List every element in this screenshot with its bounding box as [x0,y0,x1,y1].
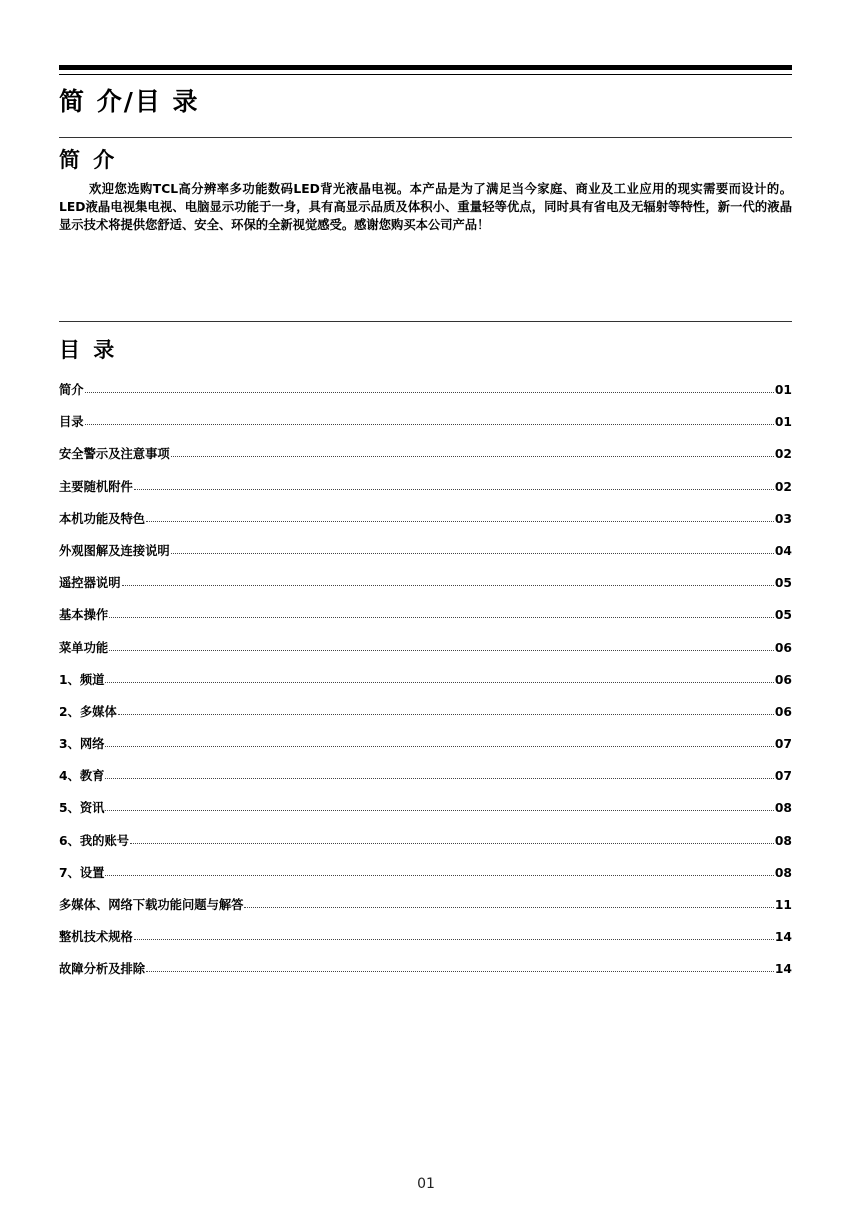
toc-entry-label: 1、频道 [59,672,105,687]
top-rule-thick [59,65,792,70]
toc-entry[interactable] [59,412,792,444]
toc-entry-label: 故障分析及排除 [59,962,146,977]
toc-entry[interactable] [59,702,792,734]
toc-leader [130,842,774,844]
toc-entry[interactable] [59,444,792,476]
toc-entry[interactable] [59,959,792,991]
toc-entry-page: 02 [774,447,792,462]
toc-entry[interactable] [59,477,792,509]
toc-entry-label: 5、资讯 [59,801,105,816]
toc-entry[interactable] [59,734,792,766]
toc-leader [109,616,774,618]
toc-entry-page: 02 [774,479,792,494]
toc-entry[interactable] [59,670,792,702]
toc-entry-page: 08 [774,865,792,880]
toc-entry-page: 06 [774,672,792,687]
top-rule-thin [59,74,792,75]
toc-entry-label: 2、多媒体 [59,704,117,719]
toc-entry-page: 07 [774,769,792,784]
intro-heading: 简 介 [59,148,118,172]
toc-entry-label: 主要随机附件 [59,479,133,494]
toc-leader [244,906,773,908]
toc-entry-page: 08 [774,801,792,816]
toc-leader [85,391,774,393]
toc-leader [122,584,774,586]
toc-leader [146,970,774,972]
toc-leader [105,874,773,876]
toc-entry-label: 遥控器说明 [59,576,121,591]
toc-entry-page: 04 [774,543,792,558]
toc-entry-label: 外观图解及连接说明 [59,543,170,558]
toc-entry[interactable] [59,927,792,959]
toc-entry[interactable] [59,798,792,830]
toc-heading: 目 录 [59,338,118,362]
toc-leader [105,745,773,747]
toc-entry-label: 多媒体、网络下载功能问题与解答 [59,898,244,912]
toc-leader [85,423,774,425]
toc-entry-label: 目录 [59,415,84,430]
toc-entry[interactable] [59,541,792,573]
toc-leader [146,520,774,522]
toc-entry-page: 06 [774,704,792,719]
toc-entry[interactable] [59,863,792,895]
toc-leader [109,649,774,651]
toc-entry-page: 14 [774,962,792,977]
intro-divider [59,137,792,138]
toc-entry-page: 05 [774,608,792,623]
toc-entry[interactable] [59,831,792,863]
toc-leader [105,809,773,811]
toc-entry-label: 简介 [59,383,84,397]
toc-leader [171,455,774,457]
toc-entry-page: 14 [774,930,792,945]
toc-entry-label: 3、网络 [59,737,105,752]
toc-entry-label: 4、教育 [59,769,105,784]
toc-entry-page: 05 [774,576,792,591]
toc-entry-label: 整机技术规格 [59,930,133,945]
toc-entry[interactable] [59,509,792,541]
toc-leader [171,552,774,554]
toc-entry-page: 01 [774,415,792,430]
toc-entry-page: 07 [774,737,792,752]
page-number: 01 [417,1176,435,1192]
toc-entry[interactable] [59,605,792,637]
toc-entry[interactable] [59,380,792,412]
toc-entry-page: 03 [774,511,792,526]
toc-entry-page: 06 [774,640,792,655]
toc-leader [105,681,773,683]
toc-entry[interactable] [59,766,792,798]
toc-entry-label: 本机功能及特色 [59,511,146,526]
toc-entry-page: 01 [774,383,792,397]
toc-entry-page: 11 [774,898,792,912]
toc-entry[interactable] [59,573,792,605]
toc-leader [118,713,774,715]
intro-paragraph: 欢迎您选购TCL高分辨率多功能数码LED背光液晶电视。本产品是为了满足当今家庭、商业及工业应用的现实需要而设计的。LED液晶电视集电视、电脑显示功能于一身，具有高显示品质及体积小、重量轻等优点，同时具有省电及无辐射等特性，新一代的液晶显示技术将提供您舒适、安全、环保的全新视觉感受。感谢您购买本公司产品！ [59,182,792,232]
toc-entry-label: 6、我的账号 [59,833,130,848]
toc-entry-label: 菜单功能 [59,640,109,655]
toc-leader [134,488,774,490]
toc-entry[interactable] [59,638,792,670]
toc-list [59,380,792,992]
toc-entry-label: 基本操作 [59,608,109,623]
toc-leader [134,938,774,940]
toc-leader [105,777,773,779]
toc-divider [59,321,792,322]
toc-entry-label: 安全警示及注意事项 [59,447,170,462]
toc-entry[interactable] [59,895,792,927]
page-title: 简 介/目 录 [59,87,200,116]
toc-entry-page: 08 [774,833,792,848]
toc-entry-label: 7、设置 [59,865,105,880]
